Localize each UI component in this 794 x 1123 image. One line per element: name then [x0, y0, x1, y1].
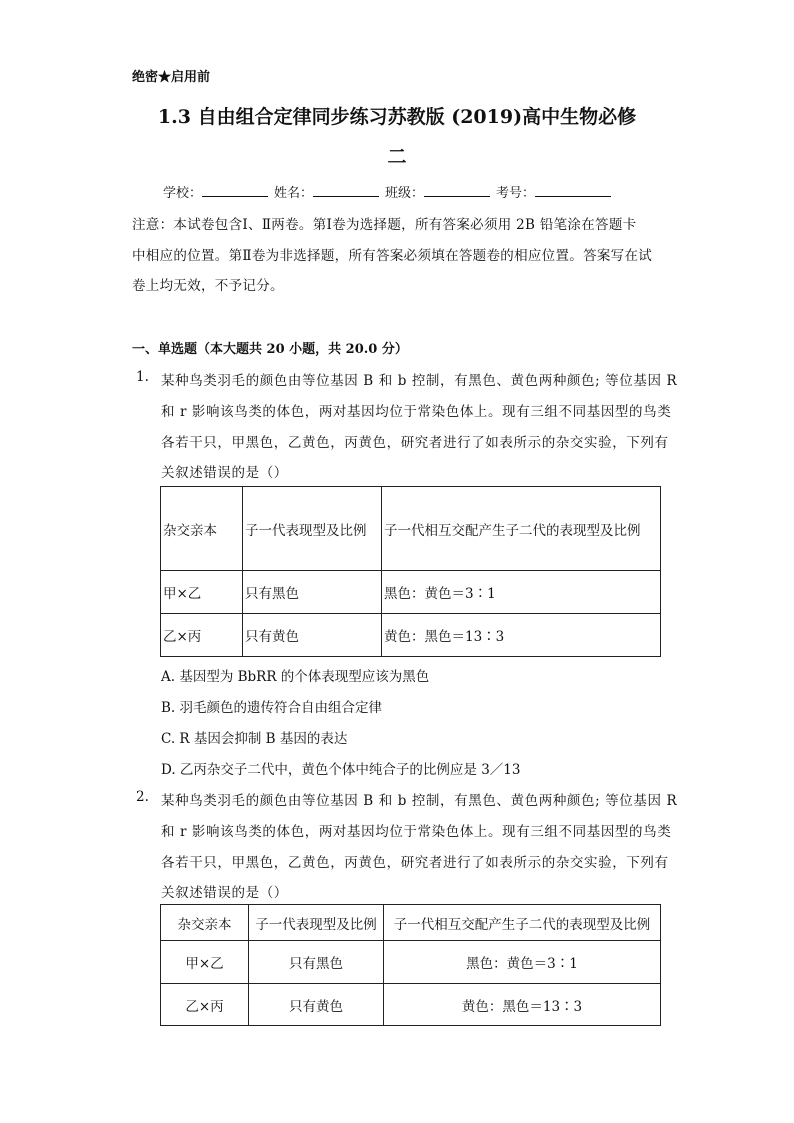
- question-text-line: 关叙述错误的是（）: [161, 885, 288, 901]
- option-d[interactable]: D. 乙丙杂交子二代中，黄色个体中纯合子的比例应是 3／13: [161, 762, 521, 778]
- option-a[interactable]: A. 基因型为 BbRR 的个体表现型应该为黑色: [161, 669, 430, 685]
- section-title: 一、单选题（本大题共 20 小题，共 20.0 分）: [132, 342, 408, 357]
- table-row: [161, 984, 661, 1026]
- exam-number-field[interactable]: [535, 184, 611, 197]
- name-field[interactable]: [313, 184, 379, 197]
- table-cell: 只有黄色: [243, 614, 382, 657]
- notice-line-1: 注意：本试卷包含Ⅰ、Ⅱ两卷。第Ⅰ卷为选择题，所有答案必须用 2B 铅笔涂在答题卡: [132, 217, 637, 233]
- name-label: 姓名：: [274, 186, 314, 201]
- question-text-line: 和 r 影响该鸟类的体色，两对基因均位于常染色体上。现有三组不同基因型的鸟类: [161, 404, 672, 420]
- table-header-cell: 子一代相互交配产生子二代的表现型及比例: [384, 905, 661, 941]
- question-number: 2.: [136, 789, 149, 805]
- question-text-line: 某种鸟类羽毛的颜色由等位基因 B 和 b 控制，有黑色、黄色两种颜色; 等位基因 R: [161, 373, 678, 389]
- table-header-cell: 子一代表现型及比例: [243, 487, 382, 571]
- table-cell: 黄色：黑色＝13∶3: [384, 984, 661, 1026]
- table-row: [161, 941, 661, 984]
- option-c[interactable]: C. R 基因会抑制 B 基因的表达: [161, 731, 348, 747]
- table-row: [161, 571, 661, 614]
- option-b[interactable]: B. 羽毛颜色的遗传符合自由组合定律: [161, 700, 383, 716]
- notice-line-2: 中相应的位置。第Ⅱ卷为非选择题，所有答案必须填在答题卷的相应位置。答案写在试: [132, 248, 653, 264]
- question-text-line: 关叙述错误的是（）: [161, 465, 288, 481]
- table-cell: 只有黄色: [249, 984, 384, 1026]
- question-text-line: 和 r 影响该鸟类的体色，两对基因均位于常染色体上。现有三组不同基因型的鸟类: [161, 824, 672, 840]
- cross-table: [160, 486, 661, 657]
- table-cell: 黑色：黄色＝3∶1: [382, 571, 661, 614]
- table-header-cell: 杂交亲本: [161, 487, 243, 571]
- table-cell: 黄色：黑色＝13∶3: [382, 614, 661, 657]
- class-field[interactable]: [424, 184, 490, 197]
- table-header-row: [161, 905, 661, 941]
- school-field[interactable]: [202, 184, 268, 197]
- student-info-line: [163, 182, 617, 201]
- notice-line-3: 卷上均无效，不予记分。: [132, 278, 284, 294]
- table-cell: 黑色：黄色＝3∶1: [384, 941, 661, 984]
- table-cell: 只有黑色: [249, 941, 384, 984]
- question-text-line: 某种鸟类羽毛的颜色由等位基因 B 和 b 控制，有黑色、黄色两种颜色; 等位基因 R: [161, 793, 678, 809]
- table-header-cell: 子一代相互交配产生子二代的表现型及比例: [382, 487, 661, 571]
- table-header-cell: 子一代表现型及比例: [249, 905, 384, 941]
- table-cell: 甲×乙: [161, 571, 243, 614]
- table-header-row: [161, 487, 661, 571]
- confidential-label: 绝密★启用前: [132, 70, 211, 85]
- cross-table: [160, 904, 661, 1026]
- table-cell: 甲×乙: [161, 941, 249, 984]
- school-label: 学校：: [163, 186, 203, 201]
- table-header-cell: 杂交亲本: [161, 905, 249, 941]
- question-number: 1.: [136, 369, 149, 385]
- class-label: 班级：: [385, 186, 425, 201]
- question-text-line: 各若干只，甲黑色，乙黄色，丙黄色，研究者进行了如表所示的杂交实验，下列有: [161, 855, 669, 871]
- table-row: [161, 614, 661, 657]
- table-cell: 乙×丙: [161, 984, 249, 1026]
- table-cell: 乙×丙: [161, 614, 243, 657]
- exam-number-label: 考号：: [496, 186, 536, 201]
- page-title-continued: 二: [387, 146, 407, 168]
- page-title: 1.3 自由组合定律同步练习苏教版 (2019)高中生物必修: [157, 106, 637, 128]
- table-cell: 只有黑色: [243, 571, 382, 614]
- question-text-line: 各若干只，甲黑色，乙黄色，丙黄色，研究者进行了如表所示的杂交实验，下列有: [161, 435, 669, 451]
